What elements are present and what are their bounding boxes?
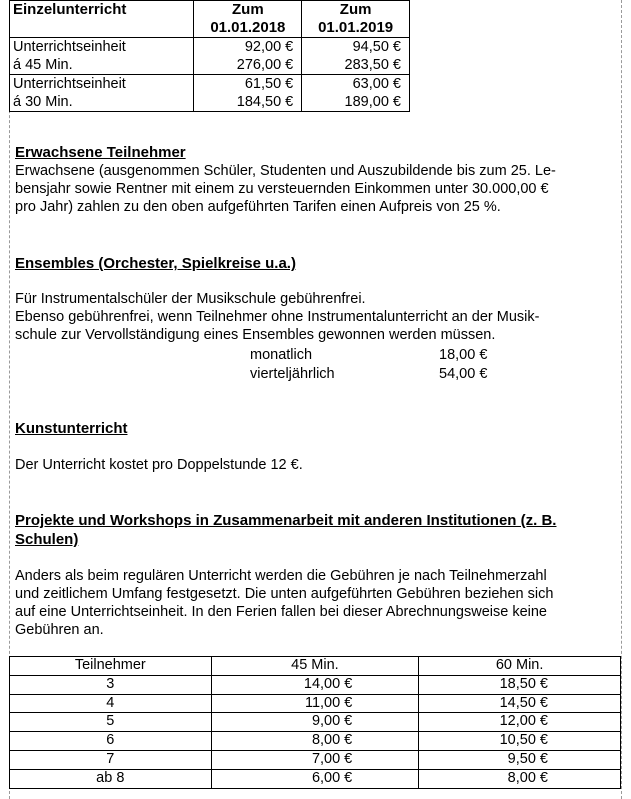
header-2019: Zum 01.01.2019 [302, 1, 410, 38]
projekte-line: auf eine Unterrichtseinheit. In den Ferien fallen bei dieser Abrechnungsweise keine [15, 604, 547, 620]
ensembles-text [15, 290, 621, 344]
price-2018: 61,50 € 184,50 € [194, 75, 302, 112]
ensembles-line: schule zur Vervollständigung eines Ensembles gewonnen werden müssen. [15, 327, 496, 343]
price-45-cell: 14,00 € [211, 675, 419, 694]
projekte-line: Gebühren an. [15, 622, 104, 638]
ensembles-heading: Ensembles (Orchester, Spielkreise u.a.) [15, 255, 296, 272]
price-60-cell: 10,50 € [419, 732, 621, 751]
price-2019: 63,00 € 189,00 € [302, 75, 410, 112]
kunst-text [15, 456, 621, 474]
price-60-cell: 18,50 € [419, 675, 621, 694]
erwachsene-heading: Erwachsene Teilnehmer [15, 144, 186, 161]
table-header-row [10, 657, 621, 676]
erwachsene-line: Erwachsene (ausgenommen Schüler, Studenten und Auszubildende bis zum 25. Le- [15, 163, 556, 179]
price-60-cell: 12,00 € [419, 713, 621, 732]
fee-period-monthly: monatlich [250, 347, 313, 363]
ensembles-section [15, 254, 621, 273]
table-row [10, 732, 621, 751]
erwachsene-line: bensjahr sowie Rentner mit einem zu versteuernden Einkommen unter 30.000,00 € [15, 181, 549, 197]
header-45-min: 45 Min. [211, 657, 419, 676]
table-row [10, 675, 621, 694]
projekte-text [15, 567, 621, 639]
kunst-section [15, 419, 621, 438]
price-2018: 92,00 € 276,00 € [194, 38, 302, 75]
header-60-min: 60 Min. [419, 657, 621, 676]
projekte-section [15, 511, 621, 549]
einzelunterricht-table [9, 0, 410, 112]
ensembles-line: Für Instrumentalschüler der Musikschule gebührenfrei. [15, 291, 366, 307]
ensembles-line: Ebenso gebührenfrei, wenn Teilnehmer ohne Instrumentalunterricht an der Musik- [15, 309, 540, 325]
teilnehmer-cell: 5 [10, 713, 212, 732]
teilnehmer-cell: ab 8 [10, 769, 212, 788]
table-row [10, 694, 621, 713]
header-2018: Zum 01.01.2018 [194, 1, 302, 38]
projekte-heading: Projekte und Workshops in Zusammenarbeit mit anderen Institutionen (z. B. [15, 512, 557, 529]
price-60-cell: 9,50 € [419, 750, 621, 769]
price-45-cell: 6,00 € [211, 769, 419, 788]
projekt-fee-table [9, 656, 621, 789]
price-60-cell: 8,00 € [419, 769, 621, 788]
fee-amount-monthly: 18,00 € [439, 347, 488, 363]
table-row [10, 713, 621, 732]
price-2019: 94,50 € 283,50 € [302, 38, 410, 75]
teilnehmer-cell: 3 [10, 675, 212, 694]
price-45-cell: 7,00 € [211, 750, 419, 769]
page-margin-right [621, 0, 622, 799]
row-label: Unterrichtseinheit á 45 Min. [10, 38, 194, 75]
projekte-line: Anders als beim regulären Unterricht werden die Gebühren je nach Teilnehmerzahl [15, 568, 547, 584]
fee-amount-quarterly: 54,00 € [439, 366, 488, 382]
projekte-line: und zeitlichem Umfang festgesetzt. Die unten aufgeführten Gebühren beziehen sich [15, 586, 554, 602]
table-row [10, 769, 621, 788]
table-header-row [10, 1, 410, 38]
erwachsene-section [15, 143, 621, 216]
kunst-line: Der Unterricht kostet pro Doppelstunde 12 €. [15, 457, 303, 473]
price-45-cell: 11,00 € [211, 694, 419, 713]
teilnehmer-cell: 6 [10, 732, 212, 751]
teilnehmer-cell: 7 [10, 750, 212, 769]
header-teilnehmer: Teilnehmer [10, 657, 212, 676]
erwachsene-line: pro Jahr) zahlen zu den oben aufgeführten Tarifen einen Aufpreis von 25 %. [15, 199, 501, 215]
price-45-cell: 9,00 € [211, 713, 419, 732]
header-label: Einzelunterricht [10, 1, 194, 38]
projekte-heading: Schulen) [15, 531, 79, 548]
fee-period-quarterly: vierteljährlich [250, 366, 335, 382]
teilnehmer-cell: 4 [10, 694, 212, 713]
kunst-heading: Kunstunterricht [15, 420, 128, 437]
row-label: Unterrichtseinheit á 30 Min. [10, 75, 194, 112]
price-45-cell: 8,00 € [211, 732, 419, 751]
table-row [10, 750, 621, 769]
table-row [10, 75, 410, 112]
price-60-cell: 14,50 € [419, 694, 621, 713]
table-row [10, 38, 410, 75]
